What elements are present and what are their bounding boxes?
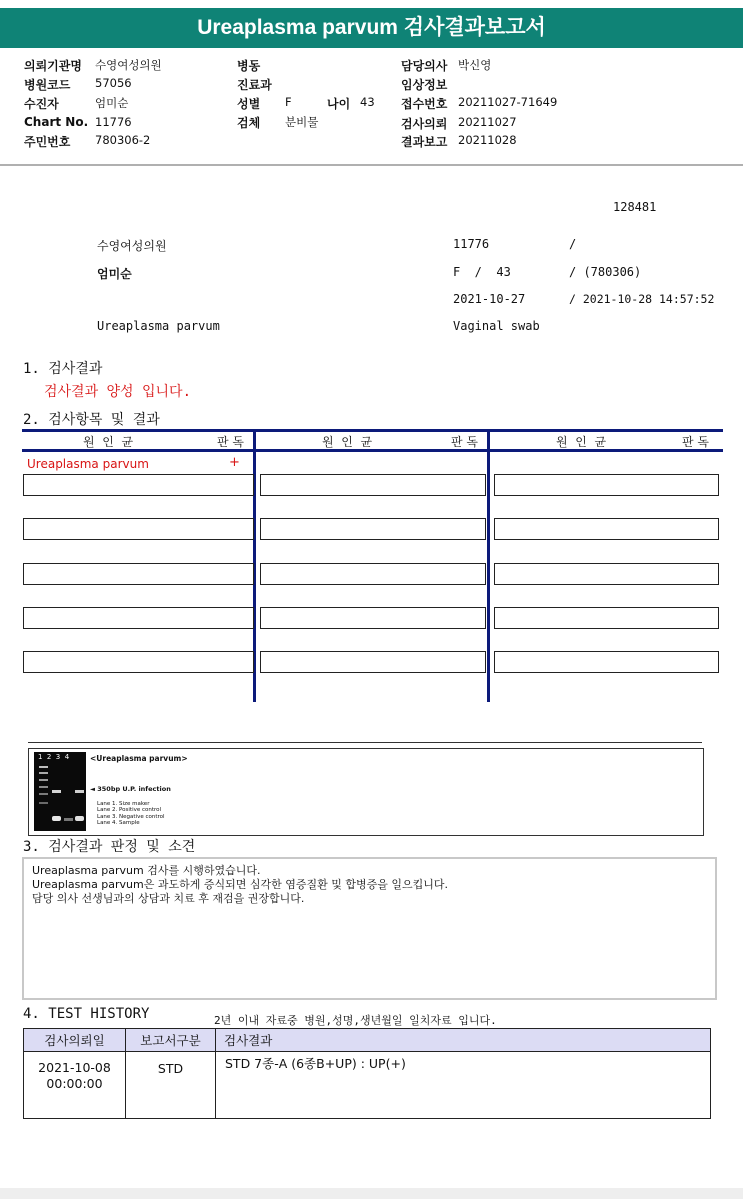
gel-legend: [97, 801, 165, 826]
result-box: [23, 474, 254, 496]
history-header-row: [24, 1029, 711, 1052]
history-table: [23, 1028, 711, 1119]
ward-label: 병동: [237, 59, 261, 73]
result-box: [260, 518, 486, 540]
result-box: [494, 518, 719, 540]
section3-title: 3. 검사결과 판정 및 소견: [23, 839, 196, 855]
receipt-number-value: 20211027-71649: [458, 95, 558, 109]
opinion-box: [22, 857, 717, 1000]
info-institution: 수영여성의원: [97, 239, 167, 253]
section2-title: 2. 검사항목 및 결과: [23, 412, 160, 428]
section4-title: 4. TEST HISTORY: [23, 1006, 150, 1022]
col-judgement-1: 판 독: [217, 435, 244, 449]
result-box: [494, 651, 719, 673]
resident-id-label: 주민번호: [24, 135, 71, 149]
gel-legend-item: Lane 1. Size maker: [97, 801, 150, 807]
doctor-label: 담당의사: [401, 59, 448, 73]
specimen-value: 분비물: [285, 115, 319, 129]
gel-legend-item: Lane 4. Sample: [97, 819, 140, 826]
result-organism: Ureaplasma parvum: [27, 457, 149, 471]
info-birth: / (780306): [569, 265, 642, 279]
report-title: Ureaplasma parvum 검사결과보고서: [0, 8, 743, 48]
institution-value: 수영여성의원: [95, 58, 162, 72]
history-type: STD: [126, 1052, 216, 1119]
opinion-line: 담당 의사 선생님과의 상담과 치료 후 재검을 권장합니다.: [32, 892, 305, 905]
hospital-code-label: 병원코드: [24, 78, 71, 92]
opinion-line: Ureaplasma parvum 검사를 시행하였습니다.: [32, 864, 261, 877]
sex-label: 성별: [237, 97, 261, 111]
hospital-code-value: 57056: [95, 76, 132, 90]
result-box: [494, 563, 719, 585]
institution-label: 의뢰기관명: [24, 59, 82, 73]
department-label: 진료과: [237, 78, 272, 92]
history-time: 00:00:00: [46, 1076, 103, 1091]
col-judgement-3: 판 독: [682, 435, 709, 449]
report-date-label: 결과보고: [401, 135, 448, 149]
gel-top-rule: [28, 742, 702, 743]
result-box: [494, 474, 719, 496]
history-date: 2021-10-08: [38, 1060, 111, 1075]
patient-value: 엄미순: [95, 96, 129, 110]
info-test-name: Ureaplasma parvum: [97, 319, 220, 333]
page-bottom-bar: [0, 1188, 743, 1199]
grid-top-rule: [22, 429, 723, 432]
col-organism-1: 원 인 균: [83, 435, 134, 449]
gel-legend-item: Lane 3. Negative control: [97, 813, 165, 820]
col-judgement-2: 판 독: [451, 435, 478, 449]
age-label: 나이: [327, 97, 351, 111]
result-box: [494, 607, 719, 629]
info-report-datetime: / 2021-10-28 14:57:52: [569, 292, 715, 306]
chart-value: 11776: [95, 115, 132, 129]
clinical-info-label: 임상정보: [401, 78, 448, 92]
col-organism-3: 원 인 균: [556, 435, 607, 449]
history-col-date: 검사의뢰일: [24, 1029, 126, 1052]
gel-image-frame: [28, 748, 704, 836]
age-value: 43: [360, 95, 375, 109]
result-box: [260, 607, 486, 629]
section1-result: 검사결과 양성 입니다.: [44, 384, 192, 400]
grid-divider-2: [487, 430, 490, 702]
header-divider: [0, 164, 743, 166]
resident-id-value: 780306-2: [95, 133, 151, 147]
section4-note: 2년 이내 자료중 병원,성명,생년월일 일치자료 입니다.: [214, 1014, 497, 1027]
chart-label: Chart No.: [24, 115, 89, 129]
doctor-value: 박신영: [458, 58, 492, 72]
info-specimen: Vaginal swab: [453, 319, 540, 333]
gel-band-label: ◄ 350bp U.P. infection: [90, 785, 171, 793]
result-box: [260, 563, 486, 585]
patient-label: 수진자: [24, 97, 59, 111]
gel-lane-numbers: 1 2 3 4: [38, 753, 70, 761]
table-row: [24, 1052, 711, 1119]
info-patient: 엄미순: [97, 267, 132, 281]
opinion-line: Ureaplasma parvum은 과도하게 증식되면 심각한 염증질환 및 합병증을 일으킵니다.: [32, 878, 448, 891]
col-organism-2: 원 인 균: [322, 435, 373, 449]
sex-value: F: [285, 95, 292, 109]
info-request-date: 2021-10-27: [453, 292, 526, 306]
result-box: [23, 607, 254, 629]
gel-title: <Ureaplasma parvum>: [90, 754, 188, 763]
info-chart: 11776: [453, 237, 490, 251]
request-date-value: 20211027: [458, 115, 517, 129]
report-date-value: 20211028: [458, 133, 517, 147]
specimen-label: 검체: [237, 116, 261, 130]
result-box: [260, 474, 486, 496]
history-col-result: 검사결과: [216, 1029, 711, 1052]
result-box: [23, 518, 254, 540]
gel-image: [34, 752, 86, 831]
info-sex-age: F / 43: [453, 265, 511, 279]
gel-legend-item: Lane 2. Positive control: [97, 807, 162, 814]
report-number: 128481: [613, 200, 657, 214]
result-box: [23, 651, 254, 673]
history-col-type: 보고서구분: [126, 1029, 216, 1052]
history-result: STD 7종-A (6종B+UP) : UP(+): [216, 1052, 711, 1119]
info-chart-slash: /: [569, 237, 577, 251]
result-judgement: +: [229, 455, 240, 470]
request-date-label: 검사의뢰: [401, 117, 448, 131]
section1-title: 1. 검사결과: [23, 361, 103, 377]
result-box: [23, 563, 254, 585]
result-box: [260, 651, 486, 673]
receipt-number-label: 접수번호: [401, 97, 448, 111]
history-date-cell: [24, 1052, 126, 1119]
